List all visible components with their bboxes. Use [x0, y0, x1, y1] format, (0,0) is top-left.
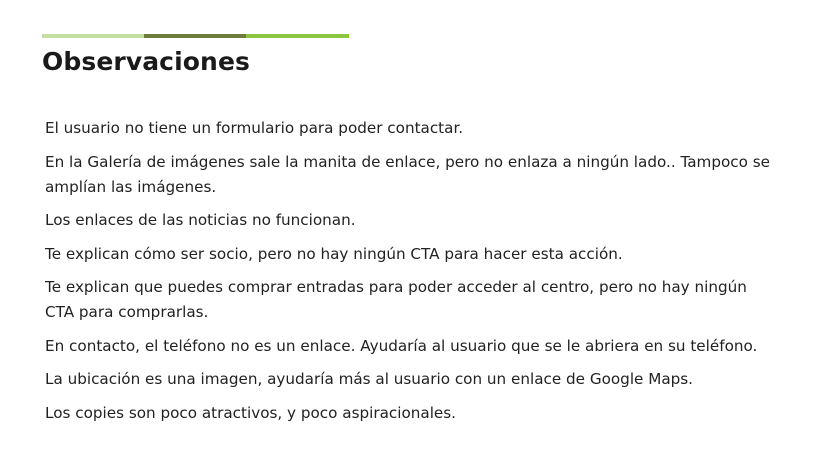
observation-item-3: Los enlaces de las noticias no funcionan. — [45, 211, 356, 229]
title-accent-bar — [42, 34, 349, 38]
observation-item-8: Los copies son poco atractivos, y poco aspiracionales. — [45, 403, 457, 422]
observation-item-4: Te explican cómo ser socio, pero no hay ningún CTA para hacer esta acción. — [45, 244, 623, 263]
observation-item-6: En contacto, el teléfono no es un enlace. Ayudaría al usuario que se le abriera en su teléfono. — [45, 336, 758, 355]
page-title: Observaciones — [42, 47, 250, 76]
observation-item-5: Te explican que puedes comprar entradas para poder acceder al centro, pero no hay ningún CTA para comprarlas. — [45, 278, 747, 321]
accent-segment-light — [42, 34, 144, 38]
accent-segment-dark — [144, 34, 246, 38]
accent-segment-bright — [246, 34, 349, 38]
observations-list — [45, 116, 780, 434]
observation-item-2: En la Galería de imágenes sale la manita de enlace, pero no enlaza a ningún lado.. Tampoco se amplían las imágenes. — [45, 152, 771, 196]
observation-item-1: El usuario no tiene un formulario para poder contactar. — [45, 119, 464, 137]
observation-item-7: La ubicación es una imagen, ayudaría más al usuario con un enlace de Google Maps. — [45, 370, 694, 388]
